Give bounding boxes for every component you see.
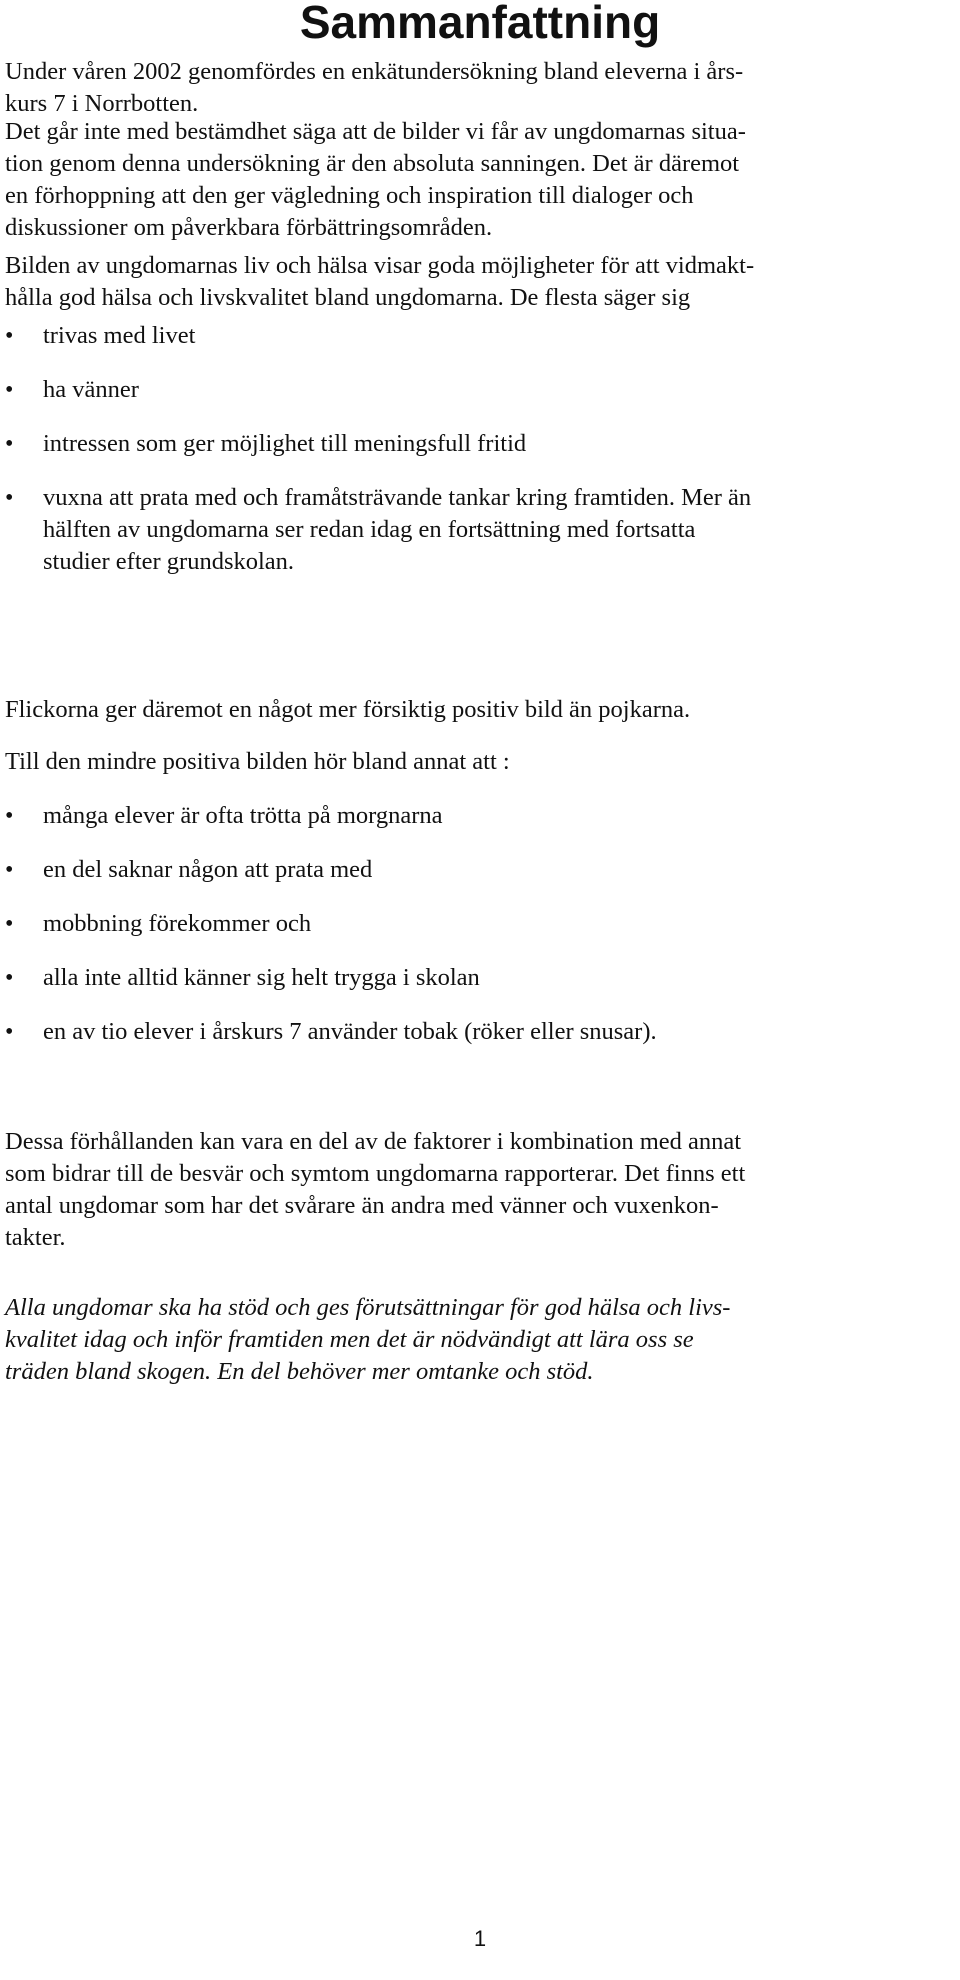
text-line: Det går inte med bestämdhet säga att de bilder vi får av ungdomarnas situa- bbox=[5, 118, 746, 145]
list-item bbox=[0, 908, 960, 940]
text-line: takter. bbox=[5, 1224, 66, 1251]
text-line: kvalitet idag och inför framtiden men det är nödvändigt att lära oss se bbox=[5, 1326, 694, 1353]
text-line: hålla god hälsa och livskvalitet bland ungdomarna. De flesta säger sig bbox=[5, 284, 691, 311]
list-item-text: vuxna att prata med och framåtsträvande tankar kring framtiden. Mer än bbox=[43, 484, 752, 511]
list-item bbox=[0, 482, 960, 578]
bullet-icon: • bbox=[5, 377, 14, 403]
bullet-icon: • bbox=[5, 965, 14, 991]
text-line: Bilden av ungdomarnas liv och hälsa visar goda möjligheter för att vidmakt- bbox=[5, 252, 755, 279]
list-item-text: intressen som ger möjlighet till meningsfull fritid bbox=[43, 430, 527, 457]
list-item bbox=[0, 1016, 960, 1048]
list-item-text: många elever är ofta trötta på morgnarna bbox=[43, 802, 443, 829]
list-item-text: hälften av ungdomarna ser redan idag en fortsättning med fortsatta bbox=[43, 516, 696, 543]
intro-paragraph bbox=[5, 56, 955, 120]
text-line: en förhoppning att den ger vägledning och inspiration till dialoger och bbox=[5, 182, 694, 209]
text-line: kurs 7 i Norrbotten. bbox=[5, 90, 199, 117]
positive-bullet-list bbox=[0, 320, 960, 578]
page-title: Sammanfattning bbox=[299, 0, 661, 48]
negative-intro-paragraph bbox=[5, 746, 955, 778]
text-line: som bidrar till de besvär och symtom ungdomarna rapporterar. Det finns ett bbox=[5, 1160, 746, 1187]
disclaimer-paragraph bbox=[5, 116, 955, 244]
text-line: träden bland skogen. En del behöver mer omtanke och stöd. bbox=[5, 1358, 594, 1385]
text-line: Under våren 2002 genomfördes en enkätundersökning bland eleverna i års- bbox=[5, 58, 744, 85]
list-item-text: en av tio elever i årskurs 7 använder tobak (röker eller snusar). bbox=[43, 1018, 657, 1045]
text-line: antal ungdomar som har det svårare än andra med vänner och vuxenkon- bbox=[5, 1192, 719, 1219]
list-item-text: mobbning förekommer och bbox=[43, 910, 312, 937]
list-item bbox=[0, 800, 960, 832]
text-line: Till den mindre positiva bilden hör bland annat att : bbox=[5, 748, 510, 775]
bullet-icon: • bbox=[5, 323, 14, 349]
list-item-text: studier efter grundskolan. bbox=[43, 548, 295, 575]
bullet-icon: • bbox=[5, 431, 14, 457]
negative-bullet-list bbox=[0, 800, 960, 1048]
list-item bbox=[0, 962, 960, 994]
list-item bbox=[0, 320, 960, 352]
text-line: Dessa förhållanden kan vara en del av de faktorer i kombination med annat bbox=[5, 1128, 742, 1155]
gender-paragraph bbox=[5, 694, 955, 726]
list-item bbox=[0, 428, 960, 460]
text-line: Alla ungdomar ska ha stöd och ges förutsättningar för god hälsa och livs- bbox=[5, 1294, 731, 1321]
list-item bbox=[0, 374, 960, 406]
text-line: diskussioner om påverkbara förbättringsområden. bbox=[5, 214, 493, 241]
list-item-text: en del saknar någon att prata med bbox=[43, 856, 373, 883]
bullet-icon: • bbox=[5, 911, 14, 937]
bullet-icon: • bbox=[5, 1019, 14, 1045]
bullet-icon: • bbox=[5, 803, 14, 829]
positive-picture-paragraph bbox=[5, 250, 955, 314]
bullet-icon: • bbox=[5, 857, 14, 883]
list-item bbox=[0, 854, 960, 886]
list-item-text: trivas med livet bbox=[43, 322, 196, 349]
text-line: tion genom denna undersökning är den absoluta sanningen. Det är däremot bbox=[5, 150, 740, 177]
text-line: Flickorna ger däremot en något mer försiktig positiv bild än pojkarna. bbox=[5, 696, 691, 723]
factors-paragraph bbox=[5, 1126, 955, 1254]
bullet-icon: • bbox=[5, 485, 14, 511]
list-item-text: alla inte alltid känner sig helt trygga i skolan bbox=[43, 964, 480, 991]
list-item-text: ha vänner bbox=[43, 376, 139, 403]
page-number: 1 bbox=[473, 1926, 487, 1951]
conclusion-paragraph bbox=[5, 1292, 955, 1388]
